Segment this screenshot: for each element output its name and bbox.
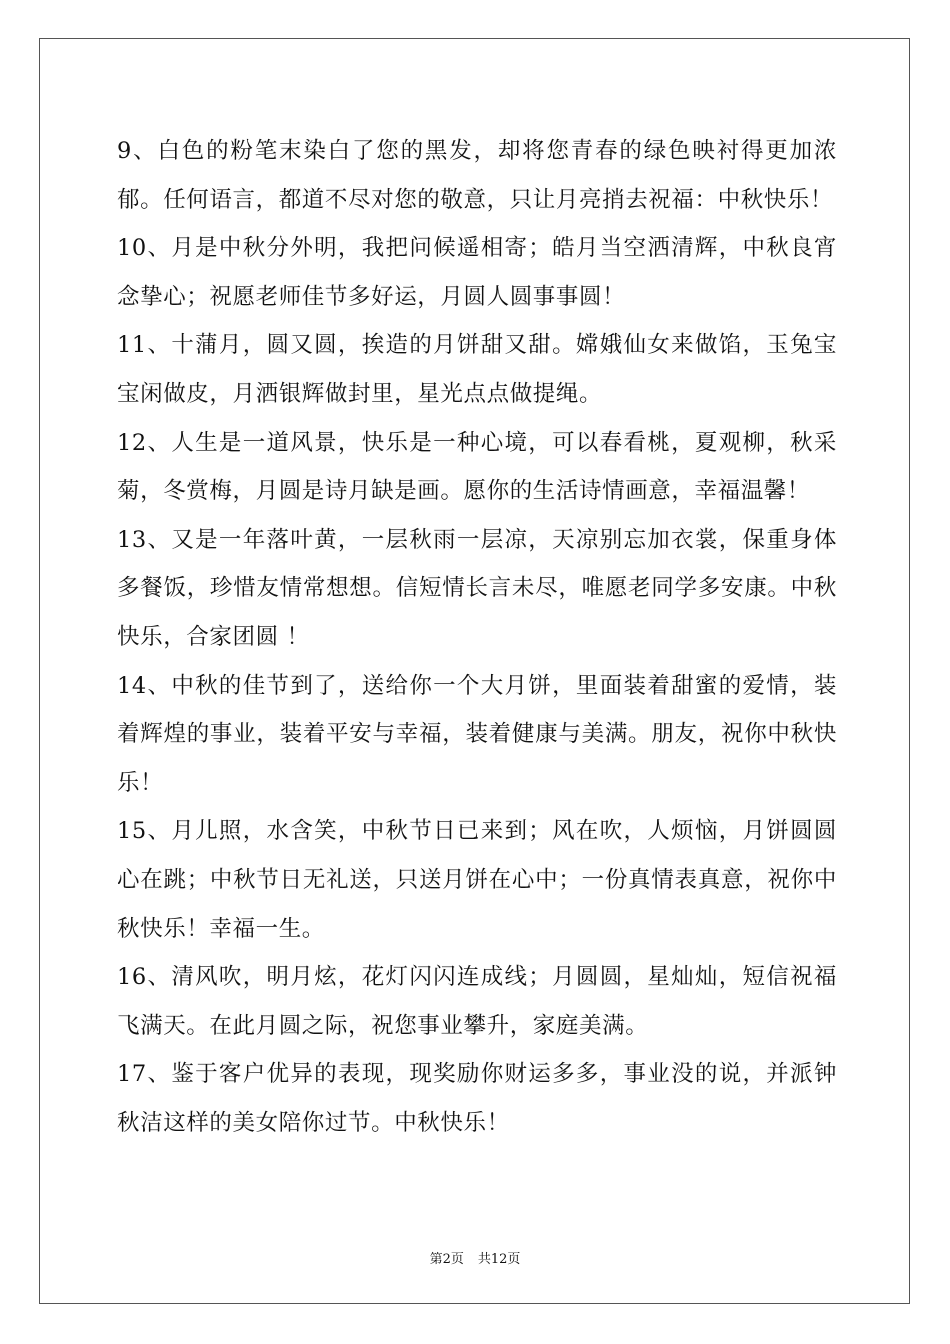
current-page-number: 第2页 bbox=[429, 1252, 464, 1267]
paragraph-14: 14、中秋的佳节到了，送给你一个大月饼，里面装着甜蜜的爱情，装着辉煌的事业，装着平安与幸福，装着健康与美满。朋友，祝你中秋快乐！ bbox=[117, 672, 837, 796]
paragraph-17: 17、鉴于客户优异的表现，现奖励你财运多多，事业没的说，并派钟秋洁这样的美女陪你过节。中秋快乐！ bbox=[117, 1061, 837, 1136]
paragraph-9: 9、白色的粉笔末染白了您的黑发，却将您青春的绿色映衬得更加浓郁。任何语言，都道不尽对您的敬意，只让月亮捎去祝福：中秋快乐！ bbox=[117, 138, 837, 213]
paragraph-16: 16、清风吹，明月炫，花灯闪闪连成线；月圆圆，星灿灿，短信祝福飞满天。在此月圆之际，祝您事业攀升，家庭美满。 bbox=[117, 964, 837, 1039]
paragraph-12: 12、人生是一道风景，快乐是一种心境，可以春看桃，夏观柳，秋采菊，冬赏梅，月圆是诗月缺是画。愿你的生活诗情画意，幸福温馨！ bbox=[117, 429, 837, 505]
paragraph-10: 10、月是中秋分外明，我把问候遥相寄；皓月当空洒清辉，中秋良宵念挚心；祝愿老师佳节多好运，月圆人圆事事圆！ bbox=[117, 235, 837, 310]
paragraph-13: 13、又是一年落叶黄，一层秋雨一层凉，天凉别忘加衣裳，保重身体多餐饭，珍惜友情常想想。信短情长言未尽，唯愿老同学多安康。中秋快乐，合家团圆 ！ bbox=[117, 526, 837, 650]
paragraph-11: 11、十蒲月，圆又圆，挨造的月饼甜又甜。嫦娥仙女来做馅，玉兔宝宝闲做皮，月洒银辉做封里，星光点点做提绳。 bbox=[117, 332, 837, 407]
total-page-count: 共12页 bbox=[477, 1252, 521, 1267]
paragraph-15: 15、月儿照，水含笑，中秋节日已来到；风在吹，人烦恼，月饼圆圆心在跳；中秋节日无礼送，只送月饼在心中；一份真情表真意，祝你中秋快乐！幸福一生。 bbox=[117, 818, 837, 942]
document-body bbox=[117, 127, 837, 1147]
page-footer bbox=[0, 1248, 950, 1267]
